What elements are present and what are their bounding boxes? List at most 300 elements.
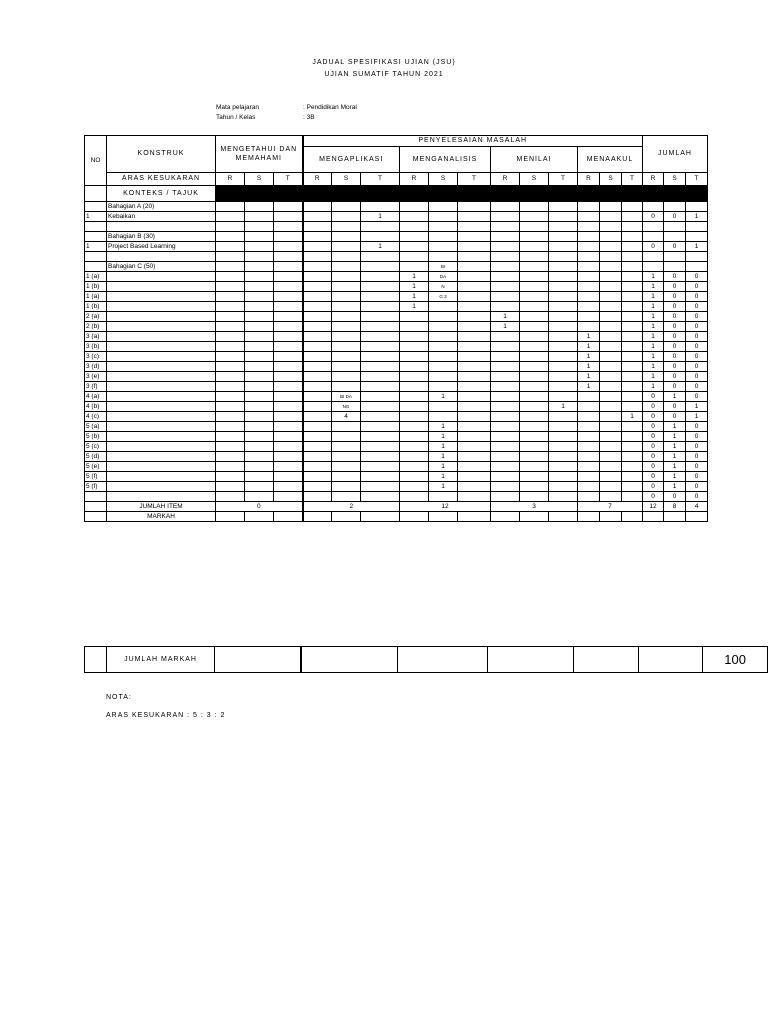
- row-cell: [303, 292, 332, 302]
- row-cell: [491, 232, 520, 242]
- row-label: [107, 322, 216, 332]
- row-cell: [274, 362, 303, 372]
- row-cell: [520, 272, 549, 282]
- row-cell: [622, 432, 643, 442]
- row-cell: [622, 482, 643, 492]
- row-cell: [361, 442, 400, 452]
- header-mengetahui: MENGETAHUI DAN MEMAHAMI: [216, 136, 303, 173]
- row-cell: [245, 412, 274, 422]
- row-cell: [216, 472, 245, 482]
- row-cell: 0: [686, 322, 708, 332]
- row-cell: [622, 252, 643, 262]
- row-cell: 0: [643, 492, 664, 502]
- row-cell: [429, 402, 458, 412]
- row-cell: [274, 492, 303, 502]
- row-cell: [332, 332, 361, 342]
- row-label: [107, 492, 216, 502]
- row-cell: 0: [664, 302, 686, 312]
- row-cell: [458, 372, 491, 382]
- row-cell: 1: [578, 352, 600, 362]
- row-cell: 1: [429, 472, 458, 482]
- row-cell: [458, 302, 491, 312]
- row-cell: 1: [686, 212, 708, 222]
- row-cell: [600, 272, 622, 282]
- row-cell: [429, 322, 458, 332]
- row-cell: 0: [686, 342, 708, 352]
- row-cell: [622, 492, 643, 502]
- row-label: [107, 332, 216, 342]
- header-rst-cell: S: [429, 173, 458, 186]
- row-cell: N: [429, 282, 458, 292]
- table-row: [85, 282, 708, 292]
- row-cell: [332, 382, 361, 392]
- row-cell: [274, 442, 303, 452]
- header-rst-cell: S: [664, 173, 686, 186]
- row-cell: [578, 452, 600, 462]
- row-label: [107, 312, 216, 322]
- jumlah-total: 4: [686, 502, 708, 512]
- row-cell: [400, 202, 429, 212]
- row-cell: 1: [643, 372, 664, 382]
- row-cell: [549, 282, 578, 292]
- row-no: 5 (f): [85, 482, 107, 492]
- row-cell: [332, 452, 361, 462]
- row-cell: 1: [622, 412, 643, 422]
- row-cell: [245, 362, 274, 372]
- row-cell: [520, 302, 549, 312]
- row-cell: [216, 302, 245, 312]
- row-cell: [578, 312, 600, 322]
- row-cell: [600, 472, 622, 482]
- row-cell: [549, 362, 578, 372]
- row-cell: 0: [686, 332, 708, 342]
- row-cell: [245, 422, 274, 432]
- table-row: [85, 222, 708, 232]
- row-cell: 0: [664, 352, 686, 362]
- row-cell: [549, 432, 578, 442]
- markah-cell: [216, 512, 245, 522]
- row-cell: [578, 432, 600, 442]
- row-cell: [578, 482, 600, 492]
- row-cell: [578, 252, 600, 262]
- row-cell: [274, 462, 303, 472]
- row-cell: [216, 232, 245, 242]
- summary-cell: [574, 647, 638, 673]
- row-cell: 0: [643, 402, 664, 412]
- row-no: [85, 262, 107, 272]
- row-cell: [245, 252, 274, 262]
- header-konteks: KONTEKS / TAJUK: [107, 186, 216, 202]
- row-cell: 1: [429, 422, 458, 432]
- row-cell: [491, 362, 520, 372]
- row-cell: [332, 242, 361, 252]
- row-cell: 0: [664, 402, 686, 412]
- row-cell: [361, 392, 400, 402]
- row-label: [107, 442, 216, 452]
- row-cell: [458, 392, 491, 402]
- row-cell: [491, 302, 520, 312]
- row-cell: [332, 272, 361, 282]
- row-no: 5 (f): [85, 472, 107, 482]
- row-cell: [549, 442, 578, 452]
- table-row: [85, 372, 708, 382]
- row-no: 5 (e): [85, 462, 107, 472]
- row-cell: [549, 492, 578, 502]
- row-cell: 1: [686, 242, 708, 252]
- row-cell: [491, 422, 520, 432]
- row-cell: 0: [664, 282, 686, 292]
- row-cell: [400, 232, 429, 242]
- markah-cell: [361, 512, 400, 522]
- header-rst-cell: T: [274, 173, 303, 186]
- row-cell: [274, 432, 303, 442]
- row-cell: 1: [643, 332, 664, 342]
- markah-cell: [303, 512, 332, 522]
- row-cell: [303, 412, 332, 422]
- summary-cell: [301, 647, 397, 673]
- row-label: [107, 282, 216, 292]
- row-cell: [549, 342, 578, 352]
- row-cell: [458, 322, 491, 332]
- row-cell: [303, 402, 332, 412]
- header-menganalisis: MENGANALISIS: [400, 147, 491, 173]
- row-cell: [600, 362, 622, 372]
- row-cell: [549, 312, 578, 322]
- row-cell: [245, 242, 274, 252]
- row-cell: 0: [664, 332, 686, 342]
- row-cell: [429, 352, 458, 362]
- section-heading: Bahagian A (20): [107, 202, 216, 212]
- row-cell: [216, 202, 245, 212]
- row-cell: [578, 272, 600, 282]
- row-cell: [549, 202, 578, 212]
- row-cell: [332, 222, 361, 232]
- row-no: 1 (a): [85, 292, 107, 302]
- header-rst-cell: S: [600, 173, 622, 186]
- row-cell: [458, 382, 491, 392]
- row-cell: [400, 492, 429, 502]
- table-row: [85, 412, 708, 422]
- row-no: 4 (a): [85, 392, 107, 402]
- row-cell: 1: [549, 402, 578, 412]
- row-cell: [216, 432, 245, 442]
- row-cell: [458, 352, 491, 362]
- row-cell: [491, 372, 520, 382]
- row-cell: [491, 282, 520, 292]
- row-cell: [600, 342, 622, 352]
- jsu-table: [84, 135, 708, 522]
- row-cell: [686, 202, 708, 212]
- row-cell: [578, 492, 600, 502]
- row-cell: [274, 312, 303, 322]
- row-cell: 0: [686, 422, 708, 432]
- row-cell: [458, 422, 491, 432]
- row-cell: 0: [686, 352, 708, 362]
- row-cell: [332, 372, 361, 382]
- row-cell: [578, 212, 600, 222]
- row-cell: [520, 322, 549, 332]
- table-row: [85, 292, 708, 302]
- row-cell: [458, 242, 491, 252]
- row-label: [107, 462, 216, 472]
- row-cell: [303, 252, 332, 262]
- row-cell: [622, 272, 643, 282]
- row-cell: [274, 322, 303, 332]
- row-label: [107, 252, 216, 262]
- row-cell: [664, 262, 686, 272]
- table-row: [85, 322, 708, 332]
- row-no: 2 (b): [85, 322, 107, 332]
- row-label: [107, 392, 216, 402]
- row-cell: [491, 432, 520, 442]
- row-cell: 0: [643, 242, 664, 252]
- row-cell: [400, 452, 429, 462]
- row-cell: [491, 382, 520, 392]
- row-no: 4 (c): [85, 412, 107, 422]
- row-cell: [458, 462, 491, 472]
- row-cell: [216, 332, 245, 342]
- row-no: 5 (a): [85, 422, 107, 432]
- header-menilai: MENILAI: [491, 147, 578, 173]
- row-cell: [361, 322, 400, 332]
- row-cell: 0: [643, 442, 664, 452]
- row-cell: [622, 312, 643, 322]
- summary-cell: [397, 647, 487, 673]
- row-cell: [578, 392, 600, 402]
- row-cell: [303, 432, 332, 442]
- row-cell: 0: [686, 462, 708, 472]
- row-cell: [361, 312, 400, 322]
- category-total: 3: [491, 502, 578, 512]
- row-cell: [600, 302, 622, 312]
- header-konstruk: KONSTRUK: [107, 136, 216, 173]
- row-cell: [491, 352, 520, 362]
- row-cell: [361, 462, 400, 472]
- row-cell: [361, 492, 400, 502]
- row-cell: [458, 202, 491, 212]
- row-cell: [361, 432, 400, 442]
- row-cell: [458, 432, 491, 442]
- row-cell: [245, 322, 274, 332]
- row-cell: [429, 342, 458, 352]
- row-cell: 0: [686, 442, 708, 452]
- header-rst-cell: R: [400, 173, 429, 186]
- row-cell: [520, 252, 549, 262]
- row-cell: 0: [664, 412, 686, 422]
- row-cell: [458, 282, 491, 292]
- row-cell: [549, 272, 578, 282]
- row-cell: [520, 342, 549, 352]
- row-no: 3 (d): [85, 362, 107, 372]
- row-cell: 1: [400, 272, 429, 282]
- row-cell: [400, 222, 429, 232]
- row-cell: [429, 312, 458, 322]
- row-cell: [303, 462, 332, 472]
- row-no: 5 (c): [85, 442, 107, 452]
- row-cell: [361, 382, 400, 392]
- row-cell: [622, 282, 643, 292]
- row-cell: [361, 412, 400, 422]
- row-cell: [303, 242, 332, 252]
- row-cell: [216, 412, 245, 422]
- row-cell: [520, 402, 549, 412]
- row-cell: [549, 392, 578, 402]
- totals-no-cell: [85, 502, 107, 512]
- row-no: 2 (a): [85, 312, 107, 322]
- row-label: Kebaikan: [107, 212, 216, 222]
- row-cell: [600, 262, 622, 272]
- row-cell: [274, 472, 303, 482]
- row-cell: [400, 212, 429, 222]
- row-cell: 1: [361, 212, 400, 222]
- row-no: 3 (f): [85, 382, 107, 392]
- row-cell: [245, 272, 274, 282]
- row-cell: [600, 392, 622, 402]
- header-rst-cell: S: [245, 173, 274, 186]
- row-cell: [491, 472, 520, 482]
- row-cell: [274, 382, 303, 392]
- row-cell: [520, 382, 549, 392]
- row-no: [85, 222, 107, 232]
- row-cell: [216, 492, 245, 502]
- row-cell: [600, 462, 622, 472]
- row-cell: [429, 302, 458, 312]
- row-cell: [458, 222, 491, 232]
- row-cell: [274, 212, 303, 222]
- table-row: [85, 422, 708, 432]
- row-cell: [332, 362, 361, 372]
- row-cell: [274, 262, 303, 272]
- row-cell: [216, 442, 245, 452]
- row-cell: 1: [664, 432, 686, 442]
- row-cell: [274, 232, 303, 242]
- row-cell: 1: [643, 322, 664, 332]
- row-cell: [303, 472, 332, 482]
- row-cell: [303, 492, 332, 502]
- row-cell: [549, 412, 578, 422]
- markah-cell: [686, 512, 708, 522]
- markah-row: [85, 512, 708, 522]
- header-no: NO: [85, 136, 107, 186]
- row-cell: [332, 442, 361, 452]
- row-cell: [332, 422, 361, 432]
- row-cell: [400, 392, 429, 402]
- row-no: 3 (b): [85, 342, 107, 352]
- row-cell: [400, 432, 429, 442]
- row-cell: [458, 452, 491, 462]
- row-cell: [400, 422, 429, 432]
- row-cell: [245, 282, 274, 292]
- table-row: [85, 492, 708, 502]
- row-cell: [361, 342, 400, 352]
- row-cell: [429, 372, 458, 382]
- summary-total: 100: [703, 647, 768, 673]
- row-cell: [274, 412, 303, 422]
- table-row: [85, 262, 708, 272]
- row-cell: [600, 322, 622, 332]
- row-cell: [643, 232, 664, 242]
- row-cell: 0: [686, 362, 708, 372]
- row-cell: DA: [429, 272, 458, 282]
- row-cell: 0: [643, 432, 664, 442]
- row-cell: [578, 402, 600, 412]
- row-cell: 0: [643, 212, 664, 222]
- row-cell: [458, 292, 491, 302]
- row-cell: [245, 372, 274, 382]
- row-cell: [549, 222, 578, 232]
- row-label: [107, 432, 216, 442]
- header-rst-cell: R: [578, 173, 600, 186]
- row-cell: [274, 252, 303, 262]
- table-row: [85, 432, 708, 442]
- row-cell: [491, 332, 520, 342]
- row-cell: [303, 482, 332, 492]
- row-no: 3 (a): [85, 332, 107, 342]
- row-cell: 0: [686, 302, 708, 312]
- row-cell: 1: [491, 312, 520, 322]
- page-subtitle: UJIAN SUMATIF TAHUN 2021: [324, 71, 444, 78]
- row-cell: [600, 332, 622, 342]
- row-cell: [520, 232, 549, 242]
- row-cell: [216, 382, 245, 392]
- row-cell: G 3: [429, 292, 458, 302]
- row-cell: 0: [686, 272, 708, 282]
- row-cell: [600, 242, 622, 252]
- row-cell: [686, 222, 708, 232]
- row-cell: 0: [686, 482, 708, 492]
- row-cell: [332, 472, 361, 482]
- row-cell: [361, 352, 400, 362]
- row-no: [85, 252, 107, 262]
- row-cell: [216, 372, 245, 382]
- row-cell: [429, 362, 458, 372]
- row-cell: [520, 412, 549, 422]
- row-cell: [600, 352, 622, 362]
- row-no: [85, 492, 107, 502]
- page-title: JADUAL SPESIFIKASI UJIAN (JSU): [312, 59, 456, 66]
- row-cell: [664, 202, 686, 212]
- row-cell: [303, 312, 332, 322]
- row-cell: [622, 372, 643, 382]
- row-cell: [622, 322, 643, 332]
- row-cell: [332, 212, 361, 222]
- row-label: [107, 422, 216, 432]
- row-cell: 1: [643, 342, 664, 352]
- row-cell: [549, 252, 578, 262]
- table-row: [85, 342, 708, 352]
- table-row: [85, 352, 708, 362]
- jumlah-total: 8: [664, 502, 686, 512]
- row-cell: [274, 342, 303, 352]
- row-cell: [332, 462, 361, 472]
- row-cell: [245, 232, 274, 242]
- table-row: [85, 462, 708, 472]
- table-row: [85, 402, 708, 412]
- row-cell: [216, 312, 245, 322]
- row-cell: [664, 252, 686, 262]
- row-label: [107, 372, 216, 382]
- row-cell: [274, 292, 303, 302]
- row-cell: [520, 422, 549, 432]
- row-cell: [520, 202, 549, 212]
- row-cell: [332, 322, 361, 332]
- row-cell: [245, 392, 274, 402]
- row-cell: [245, 292, 274, 302]
- row-no: 1 (a): [85, 272, 107, 282]
- header-rst-cell: S: [332, 173, 361, 186]
- row-cell: [429, 202, 458, 212]
- row-cell: [622, 242, 643, 252]
